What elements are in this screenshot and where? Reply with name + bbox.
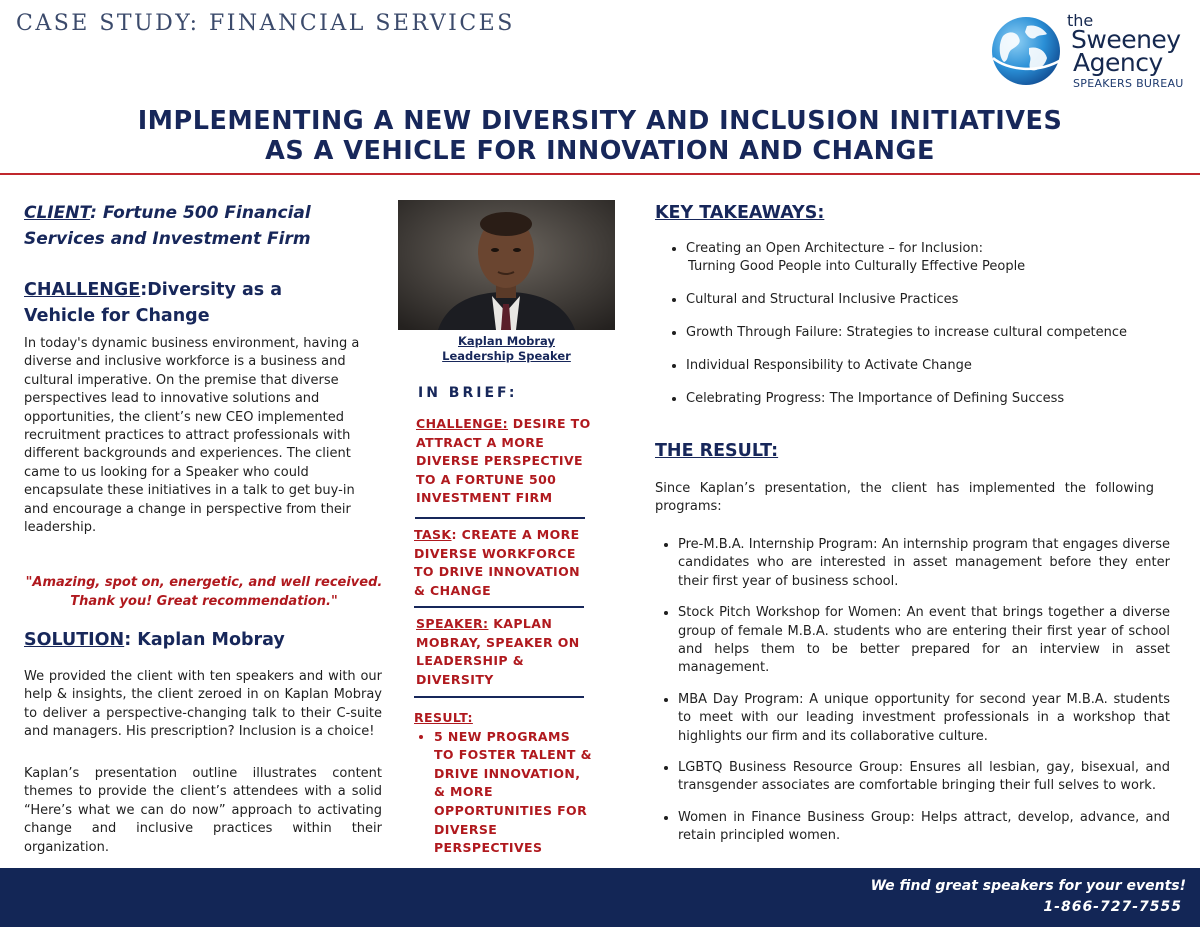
sweeney-agency-logo[interactable] [985, 8, 1190, 90]
footer-tagline: We find great speakers for your events! [870, 878, 1186, 894]
brief-divider [414, 696, 584, 698]
key-takeaways-heading: KEY TAKEAWAYS: [655, 203, 825, 223]
client-text: : Fortune 500 Financial Services and Investment Firm [24, 203, 311, 249]
solution-text: : Kaplan Mobray [124, 630, 285, 650]
takeaway-item: • Individual Responsibility to Activate Change [686, 357, 1186, 375]
title-line-2: AS A VEHICLE FOR INNOVATION AND CHANGE [265, 136, 935, 166]
logo-agency: Agency [1073, 48, 1163, 77]
client-heading [24, 200, 384, 252]
brief-divider [414, 606, 584, 608]
brief-task-value: : CREATE A MORE DIVERSE WORKFORCE TO DRIVE INNOVATION & CHANGE [414, 527, 580, 598]
speaker-role: Leadership Speaker [442, 349, 571, 363]
testimonial-quote: "Amazing, spot on, energetic, and well received. Thank you! Great recommendation." [25, 575, 383, 609]
brief-speaker [416, 615, 596, 689]
brief-divider [415, 517, 585, 519]
title-line-1: IMPLEMENTING A NEW DIVERSITY AND INCLUSION INITIATIVES [137, 106, 1063, 136]
brief-task-key: TASK [414, 527, 452, 542]
speaker-photo [398, 200, 615, 330]
brief-challenge [416, 415, 596, 508]
globe-icon [989, 14, 1063, 88]
takeaway-item: • Growth Through Failure: Strategies to increase cultural competence [686, 324, 1186, 342]
brief-result [414, 709, 594, 858]
result-programs-list [662, 536, 1170, 859]
solution-label: SOLUTION [24, 630, 125, 650]
page-title [100, 106, 1100, 166]
brief-speaker-value: KAPLAN MOBRAY, SPEAKER ON LEADERSHIP & DIVERSITY [416, 616, 580, 687]
brief-result-key: RESULT: [414, 710, 473, 725]
takeaway-item: • Celebrating Progress: The Importance of Defining Success [686, 390, 1186, 408]
challenge-label: CHALLENGE [24, 280, 141, 300]
logo-speakers-bureau: SPEAKERS BUREAU [1073, 77, 1184, 90]
brief-task [414, 526, 594, 600]
program-item: • Stock Pitch Workshop for Women: An event that brings together a diverse group of female M.B.A. students who are entering their first year of school and helps them to be better prepared for an interview in asset management. [678, 604, 1170, 678]
in-brief-heading: IN BRIEF: [418, 385, 518, 401]
program-item: • LGBTQ Business Resource Group: Ensures all lesbian, gay, bisexual, and transgender associates are comfortable bringing their full selves to work. [678, 759, 1170, 796]
program-item: • Women in Finance Business Group: Helps attract, develop, advance, and retain principled women. [678, 809, 1170, 846]
program-item: • MBA Day Program: A unique opportunity for second year M.B.A. students to meet with our leading investment professionals in a workshop that highlights our firm and its collaborative culture. [678, 691, 1170, 746]
solution-body-1: We provided the client with ten speakers and with our help & insights, the client zeroed in on Kaplan Mobray to deliver a perspective-changing talk to their C-suite and managers. His prescription? Inclusion is a choice! [24, 669, 382, 740]
footer-bar [0, 868, 1200, 927]
challenge-heading [24, 277, 324, 329]
logo-the: the [1067, 11, 1094, 30]
brief-result-item: • 5 NEW PROGRAMS TO FOSTER TALENT & DRIVE INNOVATION, & MORE OPPORTUNITIES FOR DIVERSE PERSPECTIVES [434, 728, 594, 858]
takeaway-item [686, 240, 1186, 277]
result-intro: Since Kaplan’s presentation, the client has implemented the following programs: [655, 481, 1154, 515]
speaker-name: Kaplan Mobray [458, 334, 555, 348]
challenge-body: In today's dynamic business environment, having a diverse and inclusive workforce is a business and cultural imperative. On the premise that diverse perspectives lead to innovative solutions and opportunities, the client’s new CEO implemented recruitment practices to attract professionals with different backgrounds and experiences. The client came to us looking for a Speaker who could encapsulate these initiatives in a talk to get buy-in and encourage a change in perspective from their leadership. [24, 336, 360, 536]
program-item: • Pre-M.B.A. Internship Program: An internship program that engages diverse candidates who are interested in asset management before they enter their first year of business school. [678, 536, 1170, 591]
takeaway-item: • Cultural and Structural Inclusive Practices [686, 291, 1186, 309]
logo-sweeney: Sweeney [1071, 25, 1181, 54]
speaker-caption [398, 334, 615, 364]
brief-challenge-key: CHALLENGE: [416, 416, 509, 431]
solution-body-2: Kaplan’s presentation outline illustrates content themes to provide the client’s attendees with a solid “Here’s what we can do now” approach to activating change and inclusive practices within their organization. [24, 766, 382, 855]
brief-speaker-key: SPEAKER: [416, 616, 489, 631]
brief-challenge-value: DESIRE TO ATTRACT A MORE DIVERSE PERSPECTIVE TO A FORTUNE 500 INVESTMENT FIRM [416, 416, 591, 506]
challenge-text: :Diversity as a Vehicle for Change [24, 280, 283, 326]
key-takeaways-list [670, 240, 1186, 424]
client-label: CLIENT [24, 203, 91, 223]
takeaway-1-line-2: Turning Good People into Culturally Effective People [688, 259, 1026, 275]
takeaway-1-line-1: Creating an Open Architecture – for Inclusion: [686, 241, 984, 256]
brief-result-list [414, 728, 594, 858]
case-study-label: CASE STUDY: FINANCIAL SERVICES [16, 11, 515, 36]
solution-heading [24, 630, 285, 650]
speaker-portrait-image [398, 200, 615, 330]
result-heading: THE RESULT: [655, 441, 779, 461]
footer-phone[interactable]: 1-866-727-7555 [1043, 899, 1182, 915]
title-divider [0, 173, 1200, 175]
